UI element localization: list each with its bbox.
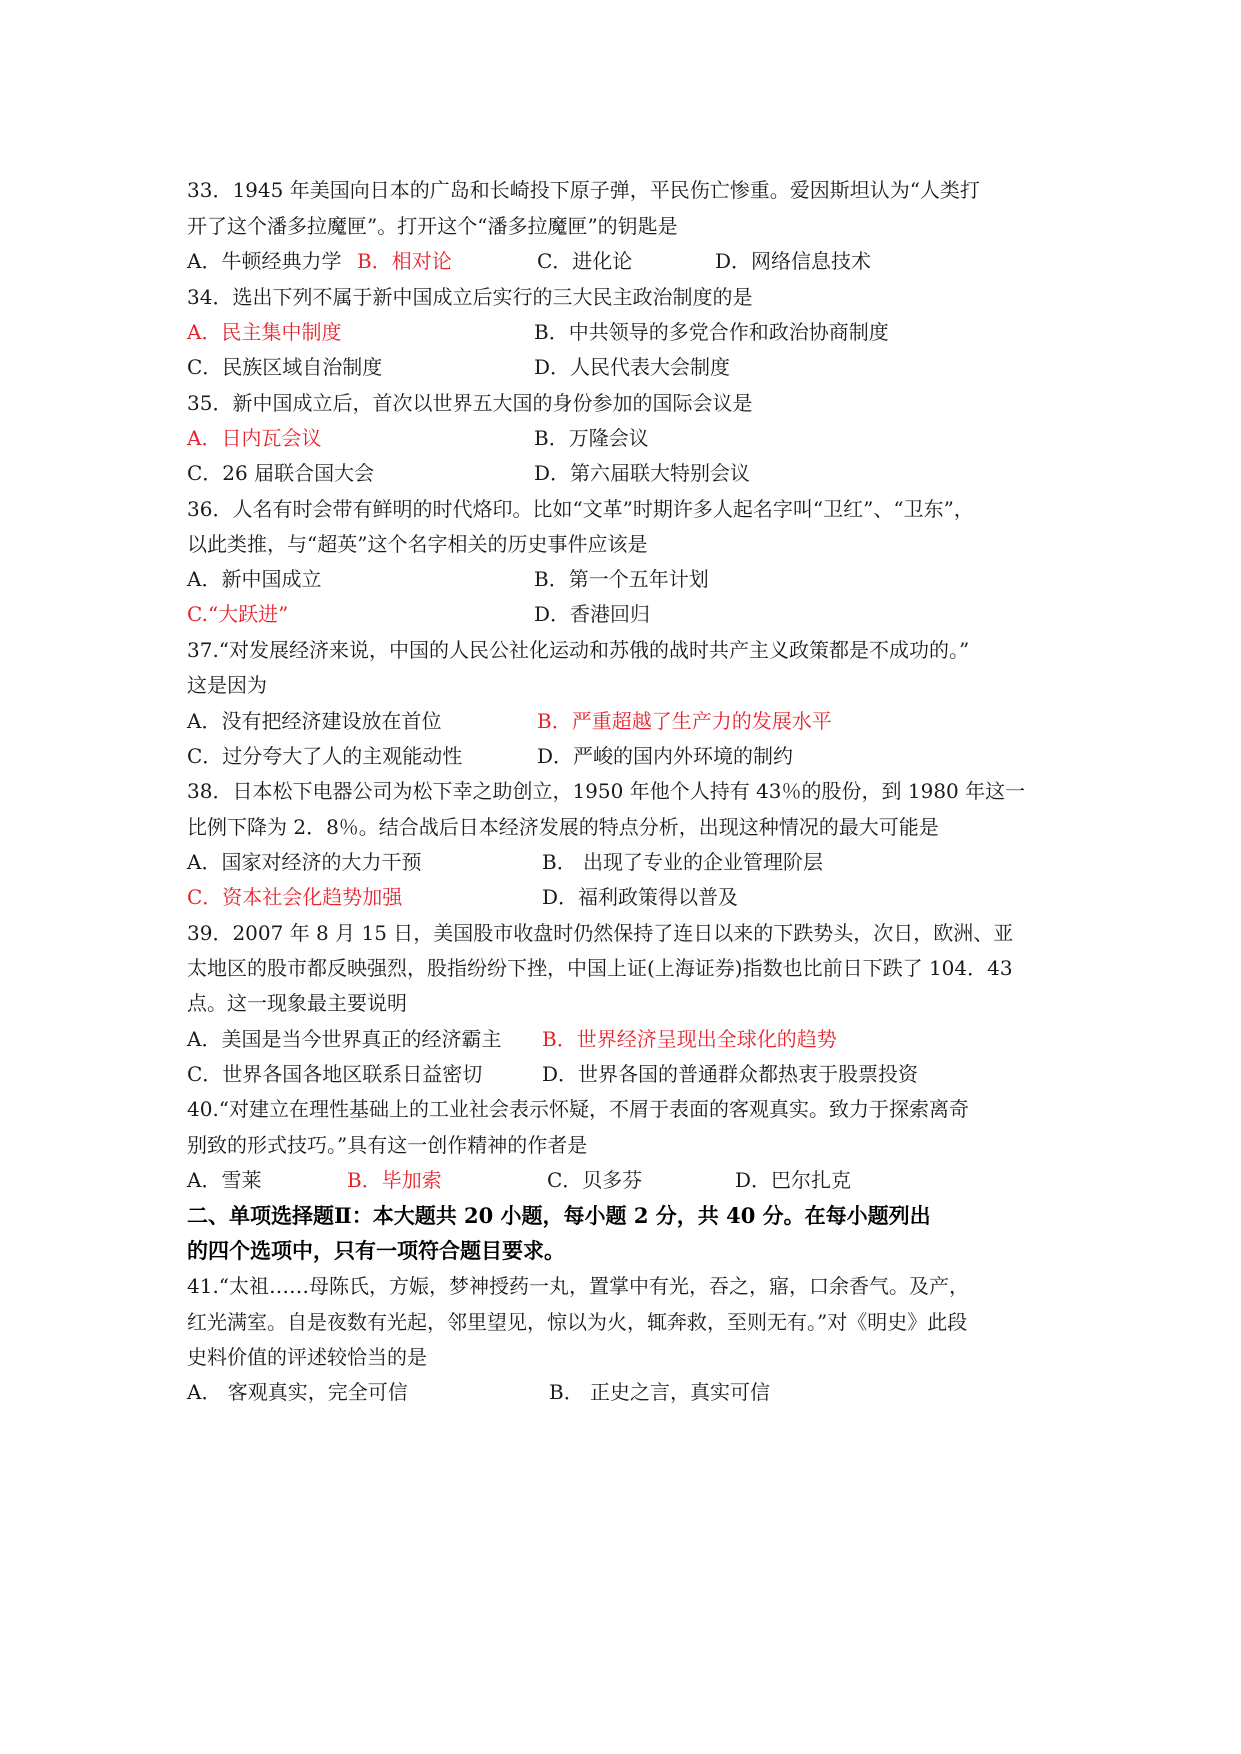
question-37-options-row-1 [187, 706, 1067, 736]
option-d: D．网络信息技术 [715, 249, 872, 273]
option-a: A．美国是当今世界真正的经济霸主 [187, 1027, 502, 1051]
option-a: A．雪莱 [187, 1168, 262, 1192]
option-c: C．贝多芬 [547, 1168, 643, 1192]
option-c: C．世界各国各地区联系日益密切 [187, 1062, 483, 1086]
question-36-options-row-2 [187, 599, 1067, 629]
question-39-line-1: 39．2007 年 8 月 15 日，美国股市收盘时仍然保持了连日以来的下跌势头，次日，欧洲、亚 [187, 921, 1014, 945]
question-40-options [187, 1165, 1067, 1195]
question-34-options-row-1 [187, 317, 1067, 347]
question-35-line-1: 35．新中国成立后，首次以世界五大国的身份参加的国际会议是 [187, 391, 753, 415]
question-35-options-row-1 [187, 423, 1067, 453]
question-37-line-1: 37.“对发展经济来说，中国的人民公社化运动和苏俄的战时共产主义政策都是不成功的。” [187, 638, 970, 662]
option-a: A．牛顿经典力学 [187, 249, 342, 273]
option-c: C．过分夸大了人的主观能动性 [187, 744, 463, 768]
option-a: A．国家对经济的大力干预 [187, 850, 422, 874]
option-b-answer: B．毕加索 [347, 1168, 442, 1192]
question-39-line-2: 太地区的股市都反映强烈，股指纷纷下挫，中国上证(上海证券)指数也比前日下跌了 104．43 [187, 956, 1013, 980]
question-40-line-2: 别致的形式技巧。”具有这一创作精神的作者是 [187, 1133, 588, 1157]
question-39-line-3: 点。这一现象最主要说明 [187, 991, 407, 1015]
option-c-answer: C.“大跃进” [187, 602, 289, 626]
option-b: B． 出现了专业的企业管理阶层 [542, 850, 824, 874]
question-41-line-1: 41.“太祖……母陈氏，方娠，梦神授药一丸，置掌中有光，吞之，寤，口余香气。及产， [187, 1274, 970, 1298]
question-38-line-1: 38．日本松下电器公司为松下幸之助创立，1950 年他个人持有 43％的股份，到 1980 年这一 [187, 779, 1026, 803]
question-34-line-1: 34．选出下列不属于新中国成立后实行的三大民主政治制度的是 [187, 285, 753, 309]
question-38-line-2: 比例下降为 2．8％。结合战后日本经济发展的特点分析，出现这种情况的最大可能是 [187, 815, 939, 839]
option-c: C．民族区域自治制度 [187, 355, 383, 379]
option-b-answer: B．世界经济呈现出全球化的趋势 [542, 1027, 837, 1051]
option-a: A．新中国成立 [187, 567, 322, 591]
question-33-options [187, 246, 1067, 276]
option-c-answer: C．资本社会化趋势加强 [187, 885, 403, 909]
question-35-options-row-2 [187, 458, 1067, 488]
option-b-answer: B．相对论 [357, 249, 452, 273]
option-a: A．没有把经济建设放在首位 [187, 709, 442, 733]
option-d: D．第六届联大特别会议 [534, 461, 751, 485]
question-41-line-2: 红光满室。自是夜数有光起，邻里望见，惊以为火，辄奔救，至则无有。”对《明史》此段 [187, 1310, 968, 1334]
question-33-line-2: 开了这个潘多拉魔匣”。打开这个“潘多拉魔匣”的钥匙是 [187, 214, 678, 238]
option-c: C．26 届联合国大会 [187, 461, 375, 485]
question-36-options-row-1 [187, 564, 1067, 594]
question-39-options-row-2 [187, 1059, 1067, 1089]
option-a-answer: A．日内瓦会议 [187, 426, 322, 450]
question-37-options-row-2 [187, 741, 1067, 771]
question-41-options-row-1 [187, 1377, 1067, 1407]
option-b: B．中共领导的多党合作和政治协商制度 [534, 320, 889, 344]
question-39-options-row-1 [187, 1024, 1067, 1054]
option-b: B． 正史之言，真实可信 [549, 1380, 771, 1404]
option-a: A． 客观真实，完全可信 [187, 1380, 408, 1404]
option-d: D．严峻的国内外环境的制约 [537, 744, 794, 768]
option-d: D．福利政策得以普及 [542, 885, 739, 909]
question-38-options-row-1 [187, 847, 1067, 877]
section-2-heading-line-2: 的四个选项中，只有一项符合题目要求。 [187, 1238, 565, 1263]
question-36-line-2: 以此类推，与“超英”这个名字相关的历史事件应该是 [187, 532, 648, 556]
question-40-line-1: 40.“对建立在理性基础上的工业社会表示怀疑，不屑于表面的客观真实。致力于探索离奇 [187, 1097, 970, 1121]
question-34-options-row-2 [187, 352, 1067, 382]
question-36-line-1: 36．人名有时会带有鲜明的时代烙印。比如“文革”时期许多人起名字叫“卫红”、“卫东”， [187, 497, 974, 521]
question-33-line-1: 33．1945 年美国向日本的广岛和长崎投下原子弹，平民伤亡惨重。爱因斯坦认为“人类打 [187, 178, 980, 202]
option-d: D．世界各国的普通群众都热衷于股票投资 [542, 1062, 919, 1086]
option-b: B．万隆会议 [534, 426, 649, 450]
option-b-answer: B．严重超越了生产力的发展水平 [537, 709, 832, 733]
option-b: B．第一个五年计划 [534, 567, 709, 591]
section-2-heading-line-1: 二、单项选择题Ⅱ：本大题共 20 小题，每小题 2 分，共 40 分。在每小题列出 [187, 1203, 931, 1228]
question-37-line-2: 这是因为 [187, 673, 267, 697]
question-38-options-row-2 [187, 882, 1067, 912]
option-d: D．人民代表大会制度 [534, 355, 731, 379]
question-41-line-3: 史料价值的评述较恰当的是 [187, 1345, 427, 1369]
option-d: D．巴尔扎克 [735, 1168, 852, 1192]
option-c: C．进化论 [537, 249, 633, 273]
option-a-answer: A．民主集中制度 [187, 320, 342, 344]
option-d: D．香港回归 [534, 602, 651, 626]
